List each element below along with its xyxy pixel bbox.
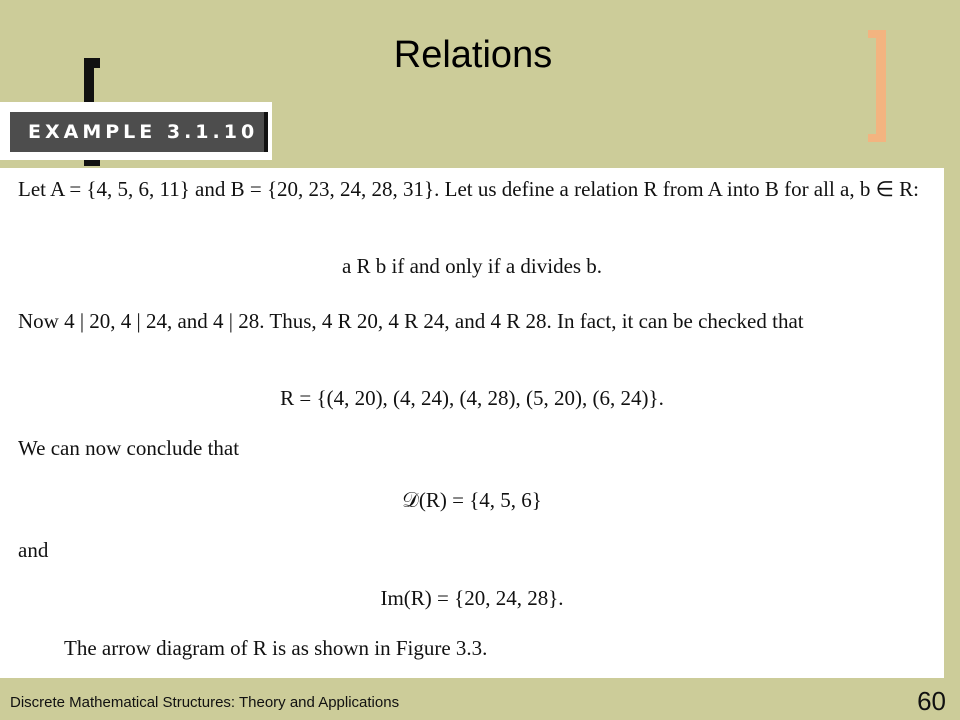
- example-label-box: [0, 102, 272, 160]
- page-number: 60: [917, 686, 946, 716]
- paragraph-conclude: We can now conclude that: [18, 436, 240, 460]
- example-label: EXAMPLE 3.1.10: [10, 112, 268, 152]
- paragraph-definition: Let A = {4, 5, 6, 11} and B = {20, 23, 24, 28, 31}. Let us define a relation R from A into B for all a, b ∈ R:: [18, 177, 920, 201]
- equation-domain: 𝒟(R) = {4, 5, 6}: [402, 488, 542, 512]
- footer-book-title: Discrete Mathematical Structures: Theory and Applications: [10, 694, 400, 711]
- paragraph-arrow-diagram: The arrow diagram of R is as shown in Figure 3.3.: [64, 636, 488, 660]
- example-content: [0, 168, 944, 678]
- equation-relation-set: R = {(4, 20), (4, 24), (4, 28), (5, 20), (6, 24)}.: [280, 386, 664, 410]
- paragraph-divisibility: Now 4 | 20, 4 | 24, and 4 | 28. Thus, 4 R 20, 4 R 24, and 4 R 28. In fact, it can be checked that: [18, 309, 804, 333]
- paragraph-and: and: [18, 538, 49, 562]
- equation-image: Im(R) = {20, 24, 28}.: [380, 586, 564, 610]
- equation-relation-rule: a R b if and only if a divides b.: [341, 254, 603, 278]
- right-bracket-decoration: [868, 30, 886, 142]
- slide-title: Relations: [393, 34, 553, 76]
